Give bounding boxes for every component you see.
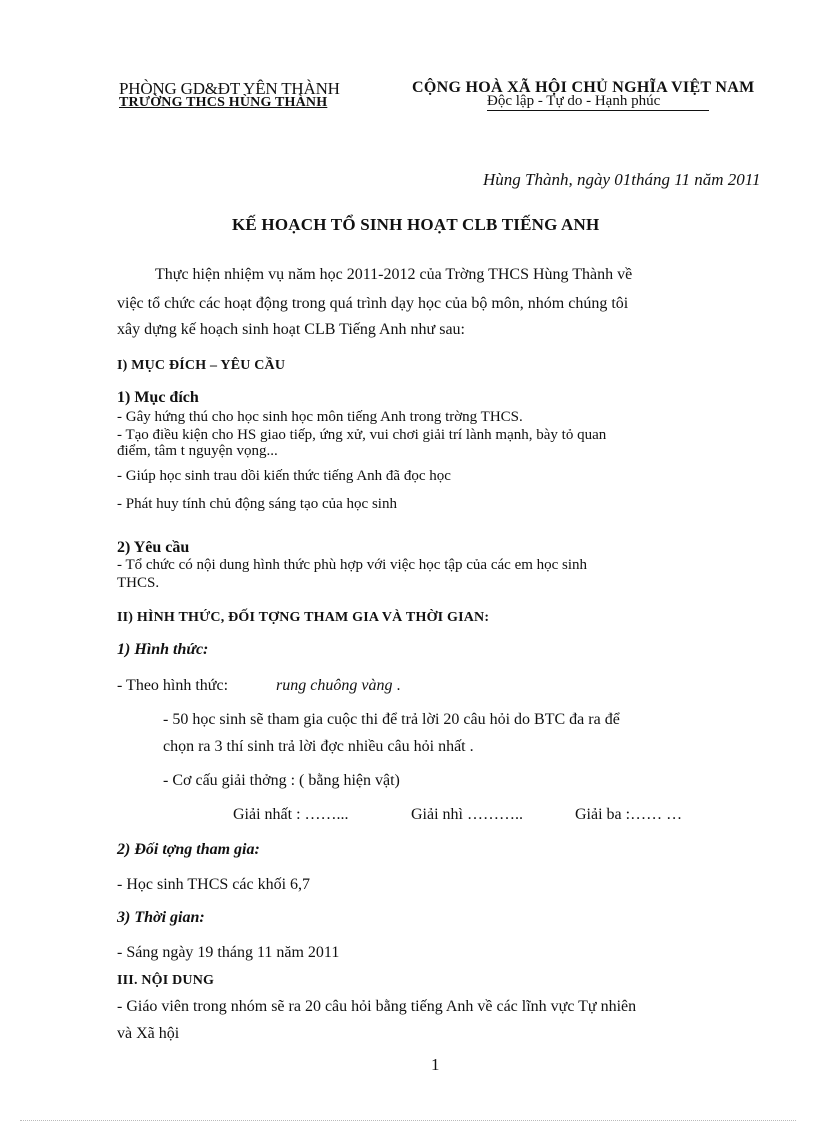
prize-structure: - Cơ cấu giải thởng : ( bằng hiện vật) — [163, 772, 400, 789]
purpose-item: - Tạo điều kiện cho HS giao tiếp, ứng xử, vui chơi giải trí lành mạnh, bày tỏ quan — [117, 427, 607, 443]
nation-name: CỘNG HOÀ XÃ HỘI CHỦ NGHĨA VIỆT NAM — [412, 79, 755, 96]
prize-first: Giải nhất : ……... — [233, 806, 349, 823]
prize-second: Giải nhì ……….. — [411, 806, 523, 823]
form-line-suffix: . — [396, 677, 401, 694]
content-line: - Giáo viên trong nhóm sẽ ra 20 câu hỏi bằng tiếng Anh về các lĩnh vực Tự nhiên — [117, 998, 637, 1015]
national-motto: Độc lập - Tự do - Hạnh phúc — [487, 93, 661, 109]
intro-line-3: xây dựng kế hoạch sinh hoạt CLB Tiếng Anh như sau: — [117, 321, 465, 338]
section-3-heading: III. NỘI DUNG — [117, 973, 215, 988]
time-item: - Sáng ngày 19 tháng 11 năm 2011 — [117, 944, 340, 961]
page-bottom-divider — [20, 1120, 796, 1121]
date-line: Hùng Thành, ngày 01tháng 11 năm 2011 — [483, 170, 761, 189]
requirement-item: - Tổ chức có nội dung hình thức phù hợp với việc học tập của các em học sinh — [117, 557, 588, 573]
motto-underline — [487, 110, 709, 111]
time-heading: 3) Thời gian: — [117, 909, 205, 926]
document-title: KẾ HOẠCH TỔ SINH HOẠT CLB TIẾNG ANH — [232, 215, 600, 234]
target-item: - Học sinh THCS các khối 6,7 — [117, 876, 311, 893]
page-number: 1 — [431, 1055, 440, 1074]
intro-line-1: Thực hiện nhiệm vụ năm học 2011-2012 của Trờng THCS Hùng Thành về — [155, 266, 633, 283]
target-heading: 2) Đối tợng tham gia: — [117, 841, 260, 858]
form-detail-line: - 50 học sinh sẽ tham gia cuộc thi để trả lời 20 câu hỏi do BTC đa ra để — [163, 711, 620, 728]
section-2-heading: II) HÌNH THỨC, ĐỐI TỢNG THAM GIA VÀ THỜI GIAN: — [117, 610, 490, 625]
school-name: TRƯỜNG THCS HÙNG THÀNH — [119, 95, 328, 110]
purpose-item: - Phát huy tính chủ động sáng tạo của học sinh — [117, 496, 397, 512]
form-line-value: rung chuông vàng — [276, 677, 393, 694]
department-name: PHÒNG GD&ĐT YÊN THÀNH — [119, 79, 340, 98]
section-1-heading: I) MỤC ĐÍCH – YÊU CẦU — [117, 358, 286, 373]
form-heading: 1) Hình thức: — [117, 641, 209, 658]
intro-line-2: việc tổ chức các hoạt động trong quá trình dạy học của bộ môn, nhóm chúng tôi — [117, 295, 629, 312]
requirement-item: THCS. — [117, 575, 160, 591]
purpose-item: - Gây hứng thú cho học sinh học môn tiếng Anh trong trờng THCS. — [117, 409, 523, 425]
prize-third: Giải ba :…… … — [575, 806, 683, 823]
form-detail-line: chọn ra 3 thí sinh trả lời đợc nhiều câu hỏi nhất . — [163, 738, 474, 755]
purpose-item: điểm, tâm t nguyện vọng... — [117, 443, 278, 459]
form-line — [117, 677, 400, 695]
purpose-item: - Giúp học sinh trau dồi kiến thức tiếng Anh đã đọc học — [117, 468, 451, 484]
content-line: và Xã hội — [117, 1025, 180, 1042]
purpose-heading: 1) Mục đích — [117, 389, 199, 406]
form-line-prefix: - Theo hình thức: — [117, 677, 229, 694]
requirement-heading: 2) Yêu cầu — [117, 539, 190, 556]
